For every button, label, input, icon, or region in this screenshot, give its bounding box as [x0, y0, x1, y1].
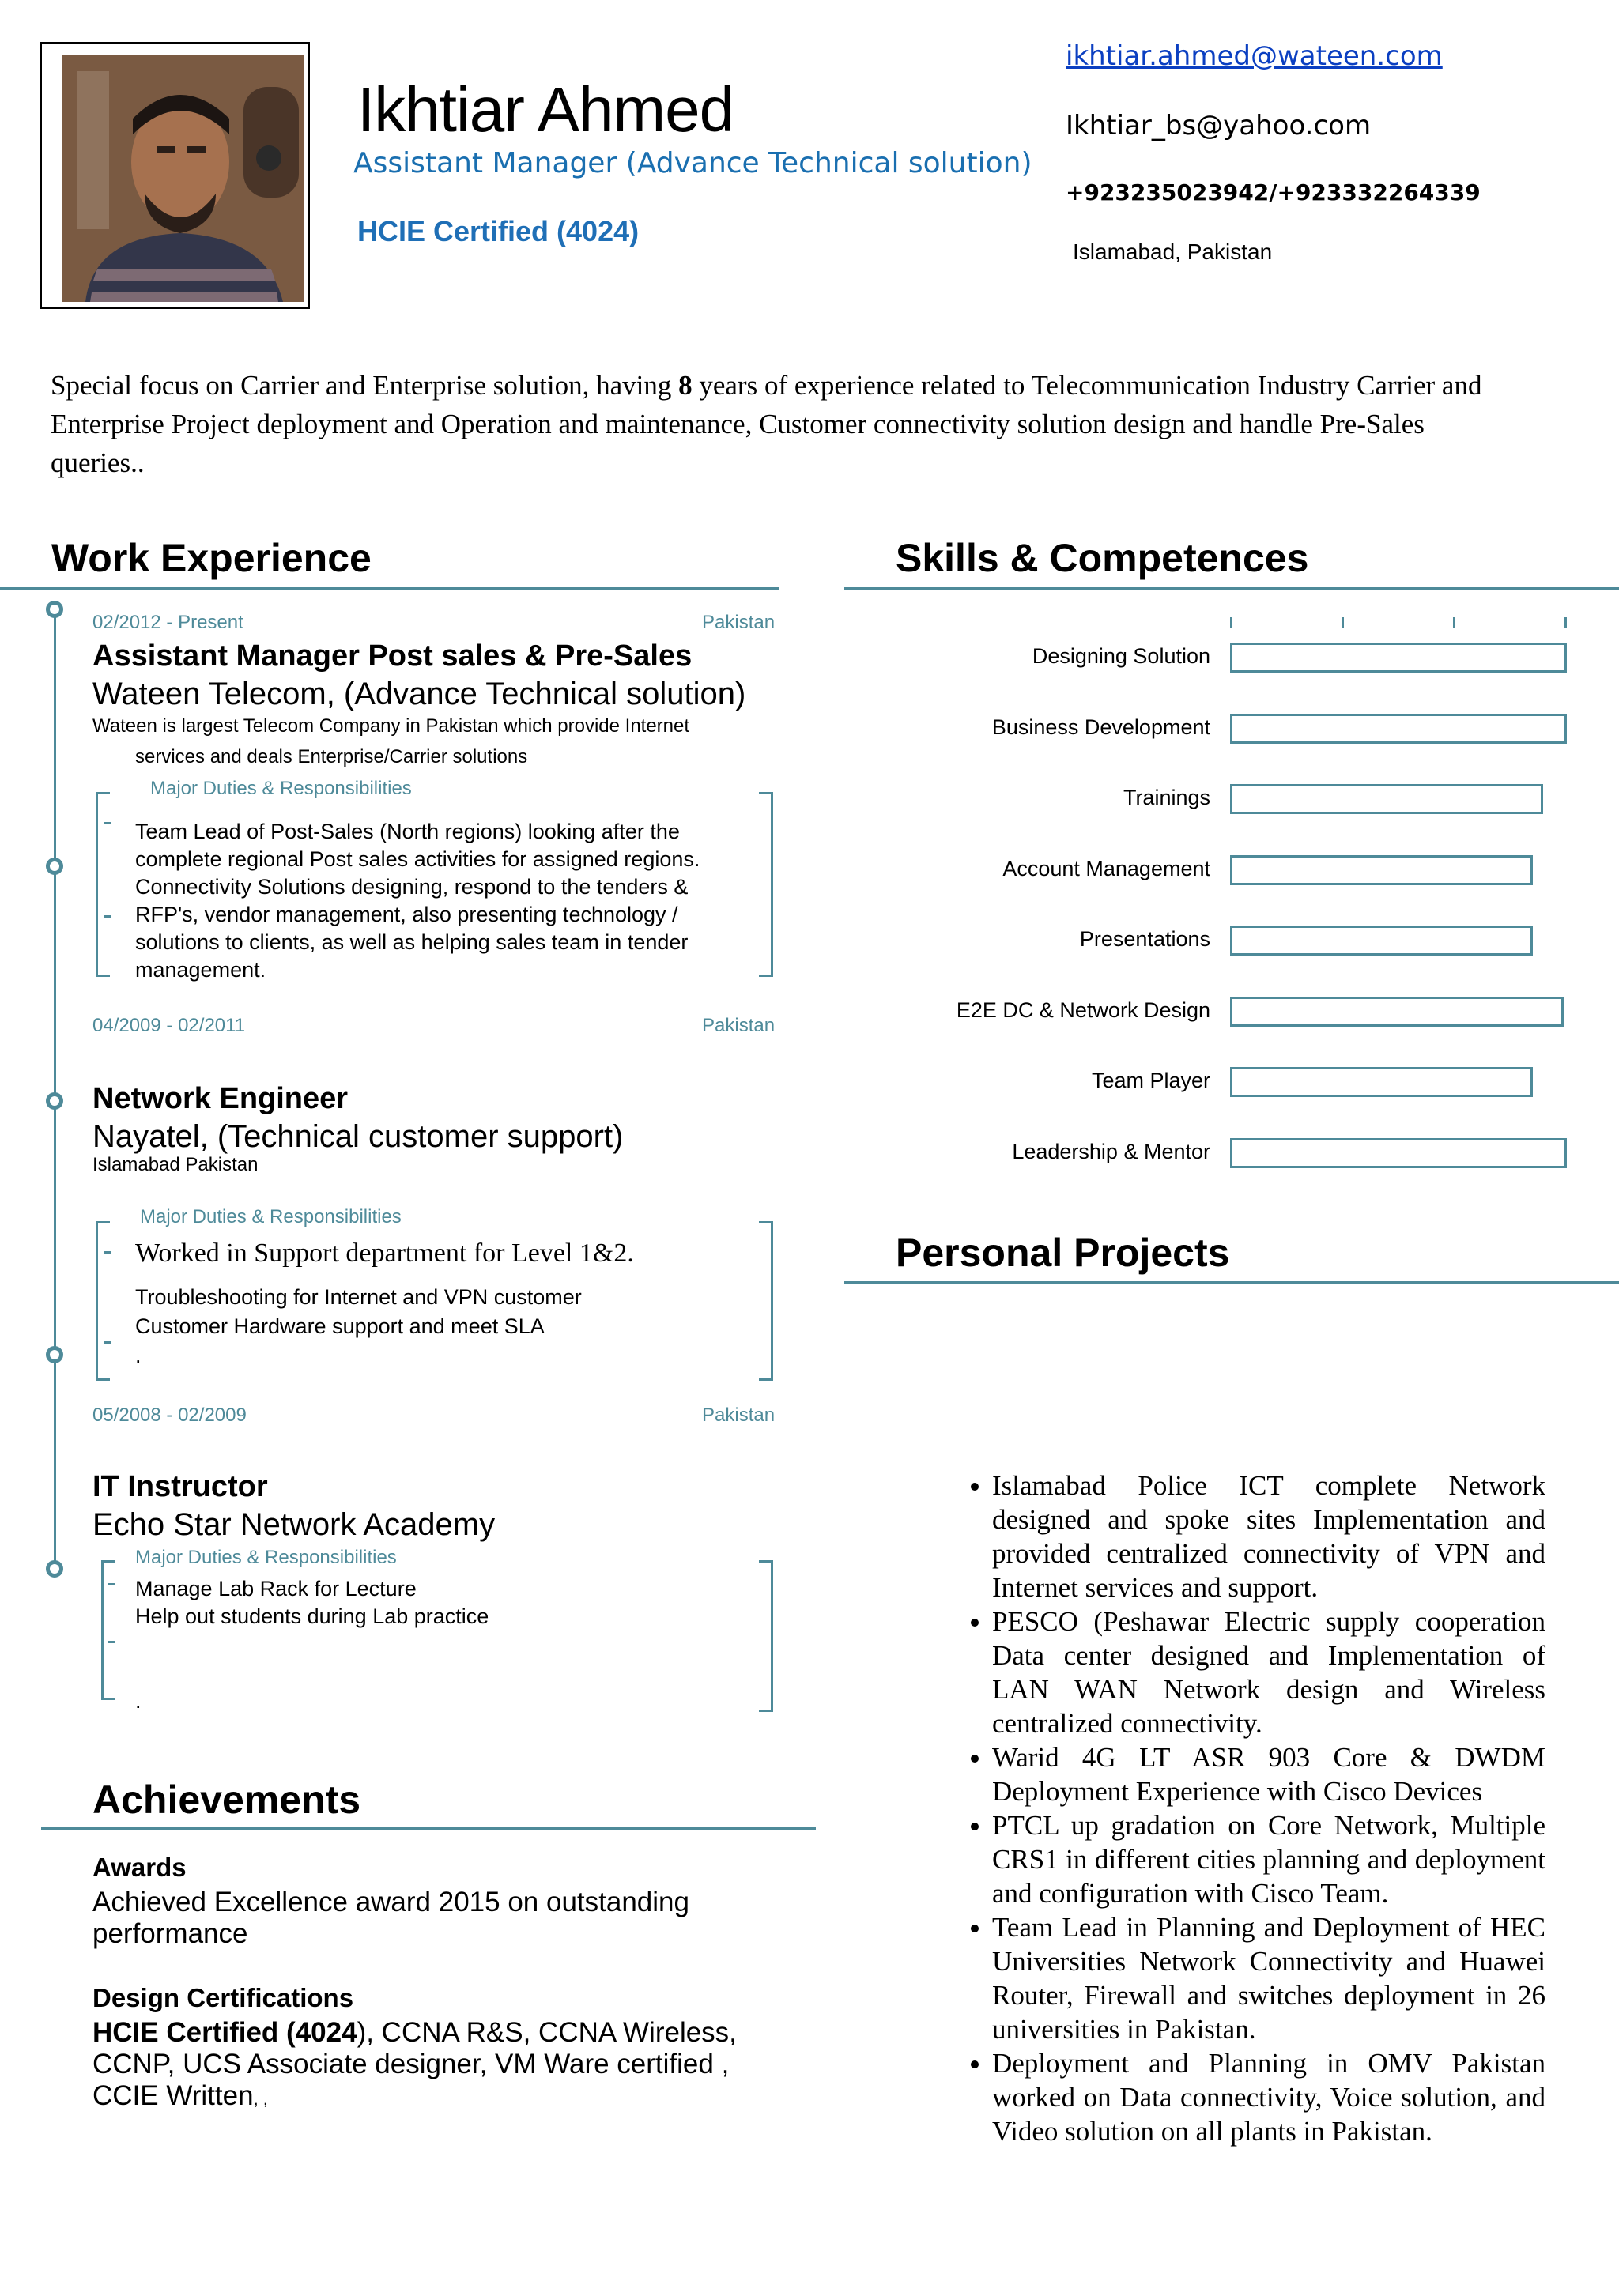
- awards-heading: Awards: [92, 1853, 187, 1882]
- skill-label: Account Management: [1002, 857, 1210, 880]
- duty-line: Team Lead of Post-Sales (North regions) looking after the: [135, 820, 680, 843]
- project-item: • Islamabad Police ICT complete Network designed and spoke sites Implementation and provided centralized connectivity of VPN and Internet services and support.: [992, 1468, 1545, 1604]
- profile-summary: [51, 366, 1497, 482]
- duty-line: management.: [135, 958, 266, 982]
- job-date: 05/2008 - 02/2009: [92, 1404, 247, 1426]
- certifications-tail: , ,: [253, 2089, 268, 2109]
- candidate-name: Ikhtiar Ahmed: [357, 74, 734, 145]
- certifications-list: ), CCNA R&S, CCNA Wireless, CCNP, UCS Associate designer, VM Ware certified , CCIE Written: [92, 2017, 737, 2111]
- duties-bracket-left: [96, 1221, 110, 1381]
- awards-text: Achieved Excellence award 2015 on outstanding performance: [92, 1887, 689, 1949]
- certifications-text: [92, 2017, 757, 2115]
- duty-line: Customer Hardware support and meet SLA: [135, 1314, 545, 1338]
- skill-label: Business Development: [991, 715, 1210, 739]
- duties-bracket-right: [759, 1221, 773, 1381]
- project-item: • PESCO (Peshawar Electric supply cooperation Data center designed and Implementation of LAN WAN Network design and Wireless centralized connectivity.: [992, 1604, 1545, 1740]
- work-experience-rule: [0, 587, 779, 590]
- certifications-heading: Design Certifications: [92, 1983, 354, 2012]
- skill-level-bar: [1230, 997, 1564, 1027]
- job-title-heading: Assistant Manager Post sales & Pre-Sales: [92, 639, 693, 673]
- duties-heading: Major Duties & Responsibilities: [135, 1547, 397, 1568]
- duty-line: Help out students during Lab practice: [135, 1604, 489, 1628]
- skill-level-bar: [1230, 1138, 1567, 1168]
- duties-list: [135, 818, 752, 984]
- timeline-node: [46, 1560, 63, 1578]
- duties-heading: Major Duties & Responsibilities: [150, 778, 412, 799]
- duty-line: Manage Lab Rack for Lecture: [135, 1577, 417, 1600]
- job-date: 02/2012 - Present: [92, 612, 243, 633]
- project-item: • PTCL up gradation on Core Network, Multiple CRS1 in different cities planning and deployment and configuration with Cisco Team.: [992, 1808, 1545, 1910]
- bracket-tick: [104, 1251, 111, 1254]
- skill-label: Designing Solution: [1032, 644, 1210, 668]
- duties-list: [135, 1575, 752, 1631]
- bracket-tick: [104, 822, 111, 824]
- skill-scale-tick: [1564, 617, 1567, 628]
- job-location: Pakistan: [702, 612, 776, 633]
- skills-heading: Skills & Competences: [896, 536, 1309, 580]
- skill-level-bar: [1230, 926, 1533, 956]
- job-company: Wateen Telecom, (Advance Technical solution): [92, 677, 746, 711]
- duties-bracket-left: [101, 1560, 115, 1700]
- duties-bracket-left: [96, 792, 110, 977]
- duty-line: solutions to clients, as well as helping sales team in tender: [135, 930, 689, 954]
- duty-line: .: [135, 1344, 142, 1367]
- work-experience-heading: Work Experience: [51, 536, 372, 580]
- job-location: Pakistan: [702, 1404, 776, 1426]
- skill-label: E2E DC & Network Design: [956, 998, 1210, 1022]
- projects-heading: Personal Projects: [896, 1231, 1230, 1275]
- email-primary-link[interactable]: ikhtiar.ahmed@wateen.com: [1066, 40, 1443, 72]
- projects-rule: [844, 1281, 1619, 1284]
- location: Islamabad, Pakistan: [1073, 239, 1273, 264]
- duty-line: Connectivity Solutions designing, respond to the tenders &: [135, 875, 689, 899]
- project-item: • Warid 4G LT ASR 903 Core & DWDM Deployment Experience with Cisco Devices: [992, 1740, 1545, 1808]
- summary-text-end: years of experience related to Telecommunication Industry Carrier and Enterprise Project deployment and Operation and maintenance, Customer connectivity solution design and handle Pre-Sales queries..: [51, 370, 1482, 478]
- skill-label: Presentations: [1079, 927, 1210, 951]
- achievements-heading: Achievements: [92, 1778, 361, 1822]
- projects-list: [941, 1468, 1545, 2148]
- job-description: services and deals Enterprise/Carrier solutions: [135, 746, 528, 767]
- job-location: Pakistan: [702, 1015, 776, 1036]
- timeline-node: [46, 1092, 63, 1110]
- duty-line: RFP's, vendor management, also presenting technology /: [135, 903, 678, 926]
- bracket-tick: [104, 915, 111, 918]
- bracket-tick: [108, 1583, 115, 1585]
- skill-level-bar: [1230, 1067, 1533, 1097]
- timeline-node: [46, 858, 63, 875]
- skill-scale-tick: [1342, 617, 1344, 628]
- summary-text-start: Special focus on Carrier and Enterprise solution, having: [51, 370, 679, 401]
- job-title: Assistant Manager (Advance Technical solution): [353, 147, 1032, 179]
- profile-photo: [62, 55, 304, 302]
- job-date: 04/2009 - 02/2011: [92, 1015, 246, 1036]
- duty-line: Worked in Support department for Level 1&2.: [135, 1238, 634, 1268]
- job-title-heading: IT Instructor: [92, 1470, 268, 1503]
- phone-number: +923235023942/+923332264339: [1066, 179, 1481, 205]
- project-item: • Deployment and Planning in OMV Pakistan worked on Data connectivity, Voice solution, and Video solution on all plants in Pakistan.: [992, 2046, 1545, 2148]
- skill-scale-tick: [1453, 617, 1455, 628]
- duties-bracket-right: [759, 1560, 773, 1712]
- duties-list: [135, 1283, 752, 1370]
- profile-photo-frame: [40, 42, 310, 309]
- achievements-rule: [41, 1827, 816, 1830]
- job-description: Islamabad Pakistan: [92, 1154, 259, 1175]
- job-title-heading: Network Engineer: [92, 1082, 349, 1115]
- skill-level-bar: [1230, 784, 1543, 814]
- skill-level-bar: [1230, 643, 1567, 673]
- certifications-hcie: HCIE Certified (4024: [92, 2017, 357, 2048]
- skill-level-bar: [1230, 714, 1567, 744]
- job-description: Wateen is largest Telecom Company in Pakistan which provide Internet: [92, 715, 690, 737]
- skill-label: Leadership & Mentor: [1012, 1140, 1210, 1163]
- timeline-node: [46, 1346, 63, 1363]
- job-company: Echo Star Network Academy: [92, 1507, 496, 1542]
- email-secondary: Ikhtiar_bs@yahoo.com: [1066, 110, 1372, 141]
- project-item: • Team Lead in Planning and Deployment of HEC Universities Network Connectivity and Huawei Router, Firewall and switches deployment in 26 universities in Pakistan.: [992, 1910, 1545, 2046]
- skill-label: Team Player: [1091, 1069, 1210, 1092]
- skills-rule: [844, 587, 1619, 590]
- bracket-tick: [108, 1641, 115, 1643]
- bracket-tick: [104, 1341, 111, 1344]
- timeline-line: [54, 609, 56, 1569]
- skill-level-bar: [1230, 855, 1533, 885]
- duties-heading: Major Duties & Responsibilities: [140, 1206, 402, 1227]
- job-company: Nayatel, (Technical customer support): [92, 1119, 624, 1154]
- skill-scale-tick: [1230, 617, 1232, 628]
- skill-label: Trainings: [1123, 786, 1210, 809]
- duty-line: complete regional Post sales activities for assigned regions.: [135, 847, 700, 871]
- timeline-node: [46, 601, 63, 618]
- duty-line: Troubleshooting for Internet and VPN customer: [135, 1285, 582, 1309]
- person-portrait-icon: [62, 55, 304, 302]
- duty-line: .: [135, 1689, 142, 1713]
- certification-badge: HCIE Certified (4024): [357, 215, 640, 247]
- summary-years: 8: [678, 370, 693, 401]
